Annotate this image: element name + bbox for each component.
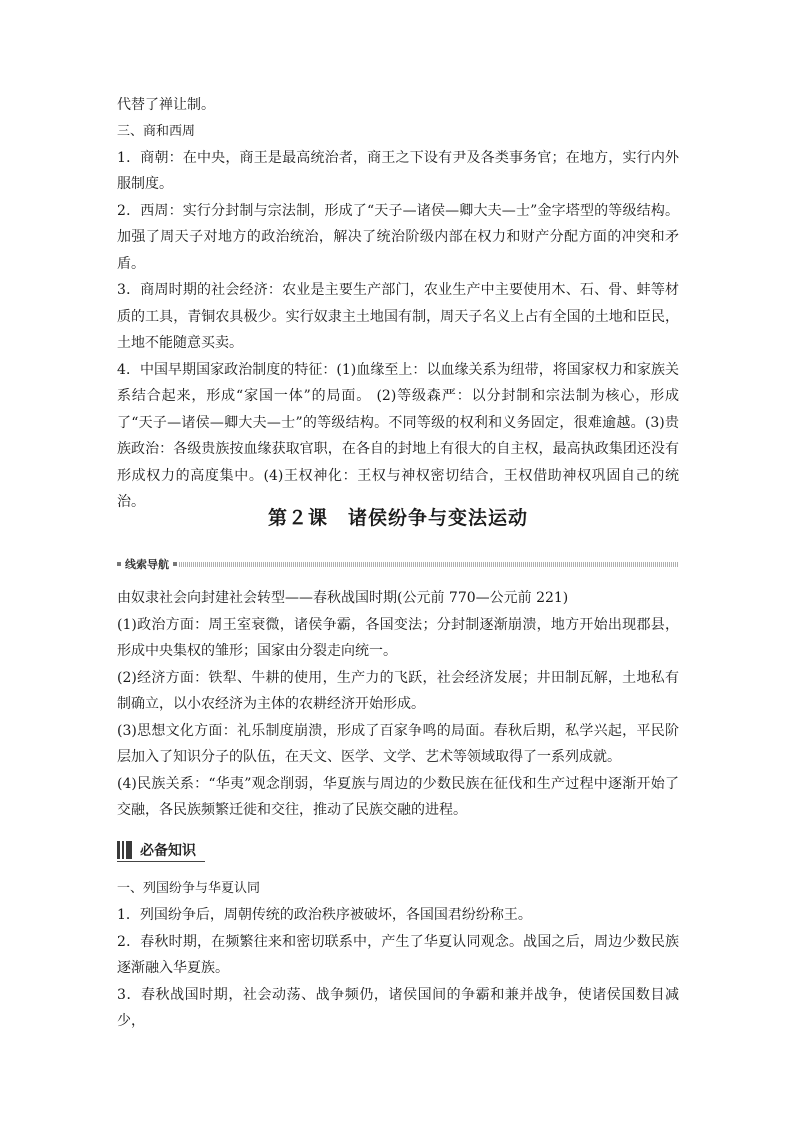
must-know-label: 必备知识 bbox=[140, 843, 196, 859]
square-bullet-icon bbox=[173, 562, 177, 566]
paragraph-west-zhou: 2．西周：实行分封制与宗法制，形成了“天子—诸侯—卿大夫—士”金字塔型的等级结构。加强了周天子对地方的政治统治，解决了统治阶级内部在权力和财产分配方面的冲突和矛盾。 bbox=[117, 202, 679, 272]
square-bullet-icon bbox=[117, 562, 121, 566]
clue-intro: 由奴隶社会向封建社会转型——春秋战国时期(公元前 770—公元前 221) bbox=[117, 590, 569, 606]
must-know-section bbox=[117, 839, 679, 1035]
dotted-divider bbox=[179, 562, 679, 567]
paragraph-shang: 1．商朝：在中央，商王是最高统治者，商王之下设有尹及各类事务官；在地方，实行内外服制度。 bbox=[117, 149, 679, 192]
section-heading-shang-zhou: 三、商和西周 bbox=[117, 123, 196, 139]
must-know-paragraph-1: 1．列国纷争后，周朝传统的政治秩序被破坏，各国国君纷纷称王。 bbox=[117, 907, 532, 923]
lesson-title: 第２课 诸侯纷争与变法运动 bbox=[267, 507, 528, 529]
clue-navigation-label: 线索导航 bbox=[125, 558, 169, 571]
must-know-paragraph-2: 2．春秋时期，在频繁往来和密切联系中，产生了华夏认同观念。战国之后，周边少数民族逐渐融入华夏族。 bbox=[117, 933, 679, 976]
clue-navigation bbox=[117, 557, 679, 824]
paragraph-features: 4．中国早期国家政治制度的特征：(1)血缘至上：以血缘关系为纽带，将国家权力和家族关系结合起来，形成“家国一体”的局面。 (2)等级森严：以分封制和宗法制为核心，形成了“天子—诸侯—卿大夫—士”的等级结构。不同等级的权利和义务固定，很难逾越。(3)贵族政治：各级贵族按血缘获取官职，在各自的封地上有很大的自主权，最高执政集团还没有形成权力的高度集中。(4)王权神化：王权与神权密切结合，王权借助神权巩固自己的统治。 bbox=[117, 361, 679, 510]
clue-item-culture: (3)思想文化方面：礼乐制度崩溃，形成了百家争鸣的局面。春秋后期，私学兴起，平民阶层加入了知识分子的队伍，在天文、医学、文学、艺术等领域取得了一系列成就。 bbox=[117, 722, 679, 765]
lesson-header bbox=[117, 503, 679, 530]
must-know-header bbox=[117, 839, 205, 862]
paragraph-economy: 3．商周时期的社会经济：农业是主要生产部门，农业生产中主要使用木、石、骨、蚌等材质的工具，青铜农具极少。实行奴隶主土地国有制，周天子名义上占有全国的土地和臣民，土地不能随意买卖。 bbox=[117, 282, 679, 351]
bars-icon bbox=[117, 841, 134, 859]
must-know-paragraph-3: 3．春秋战国时期，社会动荡、战争频仍，诸侯国间的争霸和兼并战争，使诸侯国数目减少， bbox=[117, 986, 679, 1029]
clue-navigation-bar bbox=[117, 557, 679, 571]
section-top bbox=[117, 92, 679, 516]
clue-item-economy: (2)经济方面：铁犁、牛耕的使用，生产力的飞跃，社会经济发展；井田制瓦解，土地私有制确立，以小农经济为主体的农耕经济开始形成。 bbox=[117, 669, 679, 712]
paragraph: 代替了禅让制。 bbox=[117, 97, 215, 113]
section-heading-states: 一、列国纷争与华夏认同 bbox=[117, 881, 261, 896]
clue-item-politics: (1)政治方面：周王室衰微，诸侯争霸，各国变法；分封制逐渐崩溃，地方开始出现郡县，形成中央集权的雏形；国家由分裂走向统一。 bbox=[117, 616, 679, 659]
clue-item-ethnic: (4)民族关系：“华夷”观念削弱，华夏族与周边的少数民族在征伐和生产过程中逐渐开始了交融，各民族频繁迁徙和交往，推动了民族交融的进程。 bbox=[117, 775, 679, 818]
